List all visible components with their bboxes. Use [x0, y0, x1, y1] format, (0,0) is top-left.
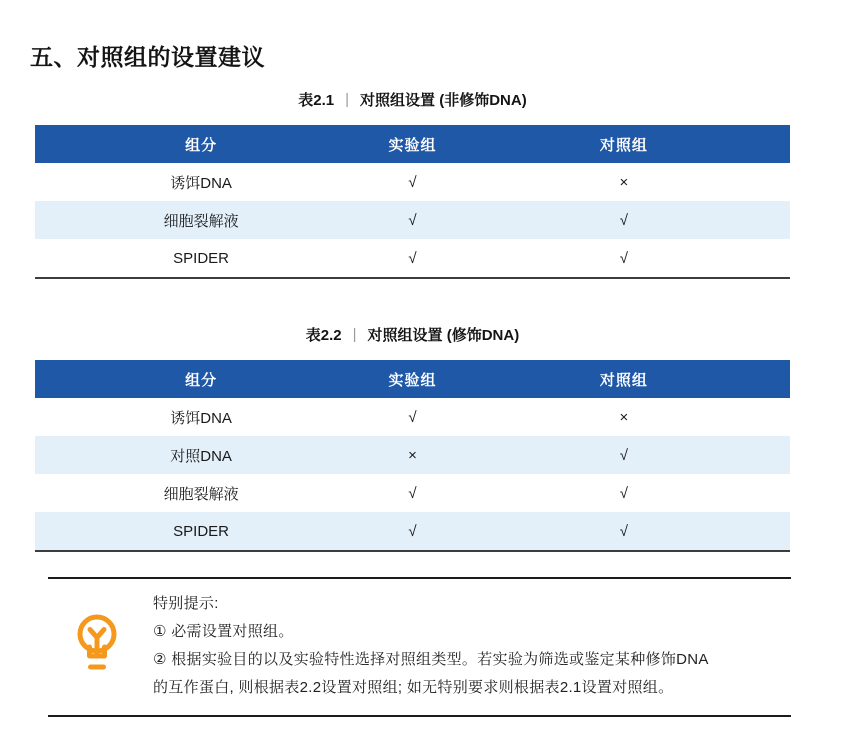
cell-experimental: √ [367, 201, 458, 239]
cell-experimental: √ [408, 249, 417, 267]
cell-component: SPIDER [35, 512, 367, 551]
tip-line: ② 根据实验目的以及实验特性选择对照组类型。若实验为筛选或鉴定某种修饰DNA [153, 651, 709, 668]
lightbulb-icon [69, 610, 125, 682]
table-row [35, 239, 790, 278]
table-header-row [35, 125, 790, 163]
table-header-row [35, 360, 790, 398]
caption-label: 表2.1 [298, 92, 335, 109]
cell-control: √ [619, 249, 628, 267]
cell-experimental: √ [408, 484, 417, 502]
page-title: 五、对照组的设置建议 [30, 44, 265, 71]
caption-title: 对照组设置 (非修饰DNA) [360, 92, 527, 109]
cell-control: √ [619, 484, 628, 502]
tip-line: ① 必需设置对照组。 [153, 623, 294, 640]
table-row [35, 512, 790, 551]
header-cell-experimental: 实验组 [367, 125, 458, 163]
table-2-2 [35, 360, 790, 552]
cell-experimental: √ [408, 408, 417, 426]
tip-line: 特别提示: [153, 595, 219, 612]
cell-experimental: √ [408, 173, 417, 191]
tip-content [48, 579, 791, 715]
caption-separator: | [345, 91, 350, 108]
table-2-1-caption [35, 89, 790, 110]
cell-component: 诱饵DNA [170, 174, 232, 192]
table-2-1 [35, 125, 790, 279]
cell-control: × [619, 408, 629, 426]
table-row [35, 201, 790, 239]
cell-experimental: × [367, 436, 458, 474]
cell-control: × [619, 173, 629, 191]
cell-experimental: √ [367, 512, 458, 551]
cell-component: 细胞裂解液 [35, 201, 367, 239]
caption-title: 对照组设置 (修饰DNA) [367, 327, 520, 344]
table-row [35, 163, 790, 201]
tip-text [153, 590, 709, 702]
cell-component: SPIDER [173, 249, 230, 267]
cell-control: √ [458, 512, 790, 551]
caption-separator: | [352, 326, 357, 343]
header-cell-control: 对照组 [458, 125, 790, 163]
cell-control: √ [458, 436, 790, 474]
tip-box [48, 577, 791, 717]
cell-component: 诱饵DNA [170, 409, 232, 427]
table-row [35, 436, 790, 474]
header-cell-experimental: 实验组 [367, 360, 458, 398]
cell-component: 细胞裂解液 [163, 485, 239, 503]
cell-component: 对照DNA [35, 436, 367, 474]
caption-label: 表2.2 [305, 327, 342, 344]
table-2-2-caption [35, 324, 790, 345]
header-cell-control: 对照组 [458, 360, 790, 398]
header-cell-component: 组分 [35, 125, 367, 163]
table-row [35, 398, 790, 436]
tip-line: 的互作蛋白, 则根据表2.2设置对照组; 如无特别要求则根据表2.1设置对照组。 [153, 679, 674, 696]
cell-control: √ [458, 201, 790, 239]
table-row [35, 474, 790, 512]
header-cell-component: 组分 [35, 360, 367, 398]
